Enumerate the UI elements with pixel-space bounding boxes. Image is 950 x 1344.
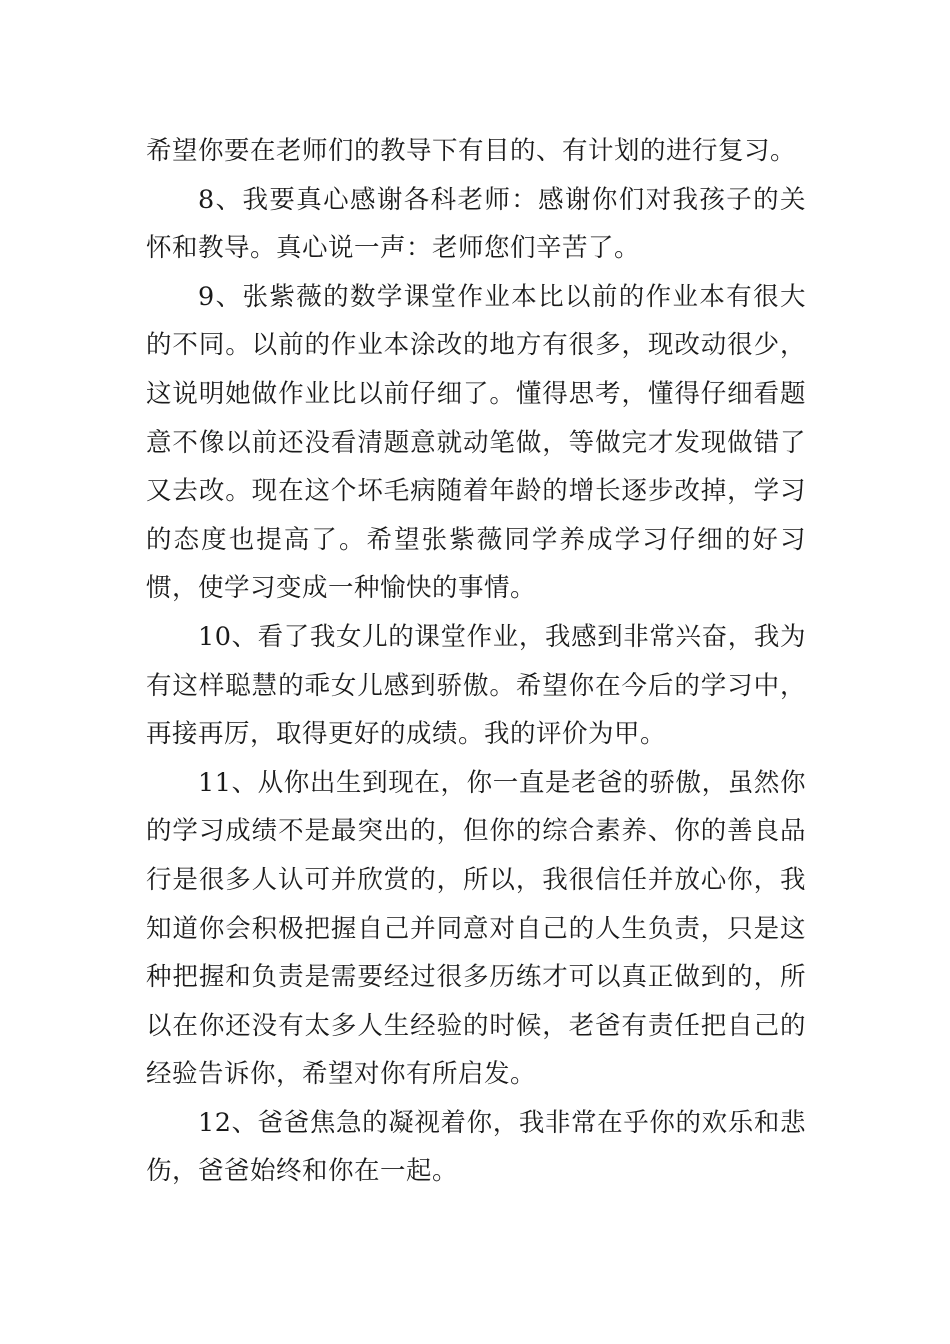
paragraph-item-9: 9、张紫薇的数学课堂作业本比以前的作业本有很大的不同。以前的作业本涂改的地方有很多，现改动很少，这说明她做作业比以前仔细了。懂得思考，懂得仔细看题意不像以前还没看清题意就动笔做，等做完才发现做错了又去改。现在这个坏毛病随着年龄的增长逐步改掉，学习的态度也提高了。希望张紫薇同学养成学习仔细的好习惯，使学习变成一种愉快的事情。 (146, 281, 806, 604)
paragraph-item-11: 11、从你出生到现在，你一直是老爸的骄傲，虽然你的学习成绩不是最突出的，但你的综合素养、你的善良品行是很多人认可并欣赏的，所以，我很信任并放心你，我知道你会积极把握自己并同意对自己的人生负责，只是这种把握和负责是需要经过很多历练才可以真正做到的，所以在你还没有太多人生经验的时候，老爸有责任把自己的经验告诉你，希望对你有所启发。 (146, 767, 806, 1090)
paragraph-item-10: 10、看了我女儿的课堂作业，我感到非常兴奋，我为有这样聪慧的乖女儿感到骄傲。希望你在今后的学习中，再接再厉，取得更好的成绩。我的评价为甲。 (146, 621, 806, 750)
paragraph-item-8: 8、我要真心感谢各科老师：感谢你们对我孩子的关怀和教导。真心说一声：老师您们辛苦了。 (146, 184, 806, 264)
paragraph-item-12: 12、爸爸焦急的凝视着你，我非常在乎你的欢乐和悲伤，爸爸始终和你在一起。 (146, 1107, 806, 1187)
document-body (146, 127, 806, 1196)
paragraph-continuation: 希望你要在老师们的教导下有目的、有计划的进行复习。 (146, 136, 797, 166)
